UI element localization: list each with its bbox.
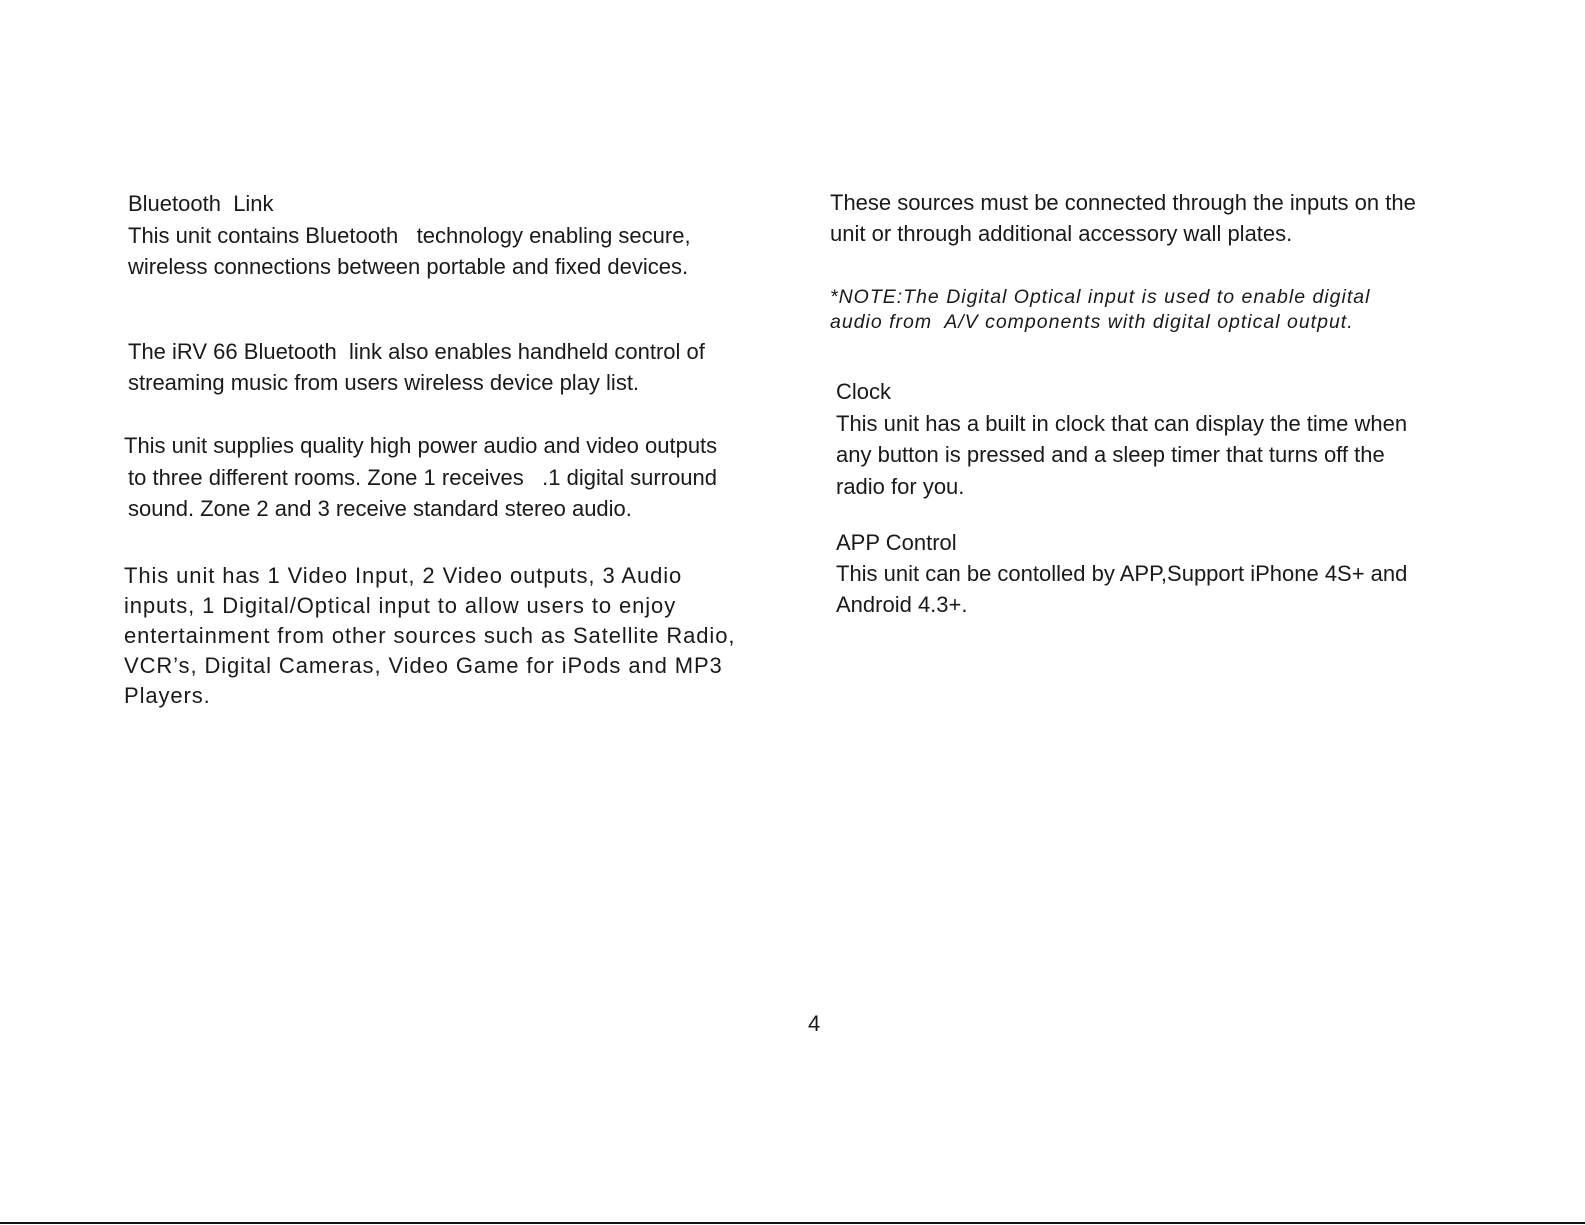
inputs-text-line: inputs, 1 Digital/Optical input to allow users to enjoy — [124, 593, 677, 618]
sources-text-line: unit or through additional accessory wall plates. — [830, 221, 1293, 246]
app-text-line: This unit can be contolled by APP,Support iPhone 4S+ and — [836, 561, 1408, 586]
clock-text-line: radio for you. — [836, 474, 965, 499]
bluetooth-text-line: This unit contains Bluetooth technology enabling secure, — [128, 223, 691, 248]
sources-text-line: These sources must be connected through the inputs on the — [830, 190, 1416, 215]
clock-text-line: any button is pressed and a sleep timer that turns off the — [836, 442, 1385, 467]
page-number: 4 — [808, 1011, 821, 1036]
inputs-text-line: entertainment from other sources such as Satellite Radio, — [124, 623, 736, 648]
inputs-text-line: VCR’s, Digital Cameras, Video Game for iPods and MP3 — [124, 653, 723, 678]
irv-text-line: The iRV 66 Bluetooth link also enables handheld control of — [128, 339, 705, 364]
bluetooth-heading: Bluetooth Link — [128, 191, 274, 216]
inputs-text-line: Players. — [124, 683, 211, 708]
zones-text-line: sound. Zone 2 and 3 receive standard stereo audio. — [128, 496, 632, 521]
note-text-line: *NOTE:The Digital Optical input is used to enable digital — [830, 286, 1371, 308]
inputs-text-line: This unit has 1 Video Input, 2 Video outputs, 3 Audio — [124, 563, 683, 588]
clock-heading: Clock — [836, 379, 892, 404]
note-text-line: audio from A/V components with digital optical output. — [830, 311, 1354, 333]
bluetooth-text-line: wireless connections between portable and fixed devices. — [128, 254, 689, 279]
app-text-line: Android 4.3+. — [836, 592, 968, 617]
app-heading: APP Control — [836, 530, 957, 555]
bottom-border — [0, 1222, 1585, 1224]
zones-text-line: This unit supplies quality high power audio and video outputs — [124, 433, 718, 458]
irv-text-line: streaming music from users wireless device play list. — [128, 370, 640, 395]
zones-text-line: to three different rooms. Zone 1 receives .1 digital surround — [128, 465, 718, 490]
clock-text-line: This unit has a built in clock that can display the time when — [836, 411, 1408, 436]
